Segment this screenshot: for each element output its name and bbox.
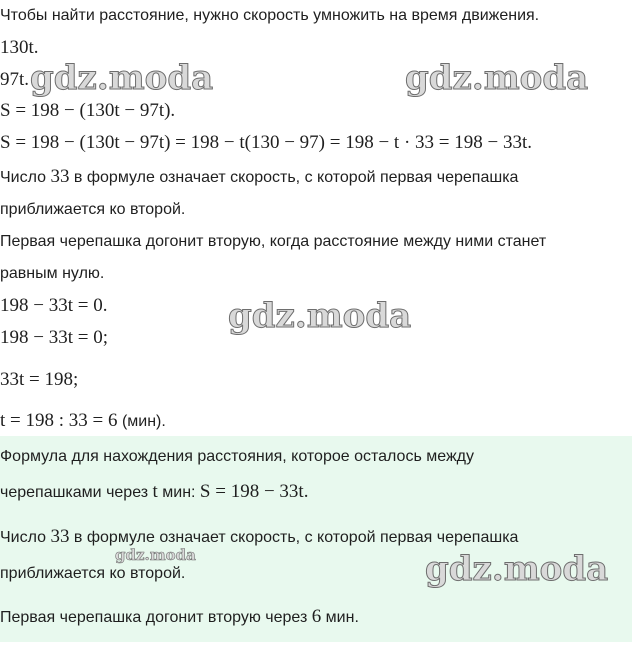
number-33: 33 [50, 526, 70, 547]
watermark-logo: gdz.moda [405, 58, 589, 98]
answer-formula-line [0, 482, 308, 503]
equation-3: 33t = 198; [0, 369, 79, 390]
watermark-logo: gdz.moda [228, 296, 412, 336]
explanation-speed [0, 167, 518, 188]
equation-2: 198 − 33t = 0; [0, 327, 108, 348]
number-6: 6 [311, 606, 322, 627]
result-unit: (мин). [117, 413, 166, 430]
text-part: Число [0, 529, 51, 546]
answer-time-text [0, 607, 359, 628]
text-part: в формуле означает скорость, с которой первая черепашка [69, 169, 519, 186]
expression-130t: 130t. [0, 37, 39, 58]
equation-1: 198 − 33t = 0. [0, 295, 108, 316]
explanation-catch-up: Первая черепашка догонит вторую, когда расстояние между ними станет [0, 233, 547, 250]
explanation-speed-cont: приближается ко второй. [0, 201, 186, 218]
formula-simplified: S = 198 − (130t − 97t) = 198 − t(130 − 97) = 198 − t · 33 = 198 − 33t. [0, 132, 532, 153]
text-part: мин: [157, 484, 200, 501]
variable-t: t [152, 481, 158, 502]
number-33: 33 [50, 166, 70, 187]
text-part: Число [0, 169, 51, 186]
answer-speed-text [0, 527, 518, 548]
answer-speed-text-cont: приближается ко второй. [0, 565, 186, 582]
formula-distance: S = 198 − (130t − 97t). [0, 100, 176, 121]
watermark-logo: gdz.moda [425, 549, 609, 589]
answer-formula: S = 198 − 33t. [199, 481, 309, 502]
expression-97t: 97t. [0, 69, 30, 90]
watermark-logo: gdz.moda [30, 58, 214, 98]
equation-result [0, 411, 166, 432]
text-part: черепашками через [0, 484, 153, 501]
watermark-logo: gdz.moda [115, 546, 196, 564]
explanation-catch-up-cont: равным нулю. [0, 265, 105, 282]
text-part: Первая черепашка догонит вторую через [0, 609, 312, 626]
answer-formula-text: Формула для нахождения расстояния, которое осталось между [0, 448, 474, 465]
text-part: в формуле означает скорость, с которой первая черепашка [69, 529, 519, 546]
intro-text: Чтобы найти расстояние, нужно скорость умножить на время движения. [0, 7, 540, 24]
result-math: t = 198 : 33 = 6 [0, 410, 118, 431]
text-part: мин. [321, 609, 359, 626]
